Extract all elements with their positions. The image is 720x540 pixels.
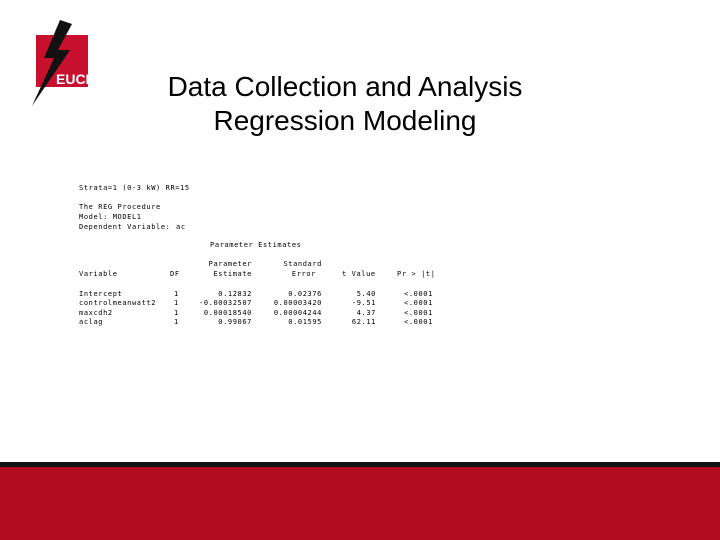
footer-bar [0,467,720,540]
row-p: <.0001 [404,318,433,326]
row-p: <.0001 [404,299,433,307]
row-t: 62.11 [351,318,376,326]
model-line: Model: MODEL1 [79,213,142,221]
row-t: 4.37 [356,309,376,317]
row-variable: controlmeanwatt2 [79,299,157,307]
table-title: Parameter Estimates [210,241,302,249]
dependent-label: Dependent Variable: [79,223,171,231]
row-estimate: 0.99067 [218,318,252,326]
col-variable: Variable [79,270,118,278]
row-df: 1 [174,318,179,326]
strata-line: Strata=1 (0-3 kW) RR=15 [79,184,190,192]
row-variable: Intercept [79,290,123,298]
row-estimate: -0.00032507 [199,299,252,307]
row-variable: aclag [79,318,104,326]
row-error: 0.00003420 [273,299,322,307]
row-estimate: 0.00018540 [203,309,252,317]
col-estimate-2: Estimate [213,270,252,278]
row-error: 0.02376 [288,290,322,298]
col-p-value: Pr > |t| [397,270,436,278]
row-error: 0.00004244 [273,309,322,317]
col-error-2: Error [291,270,316,278]
row-df: 1 [174,290,179,298]
row-variable: maxcdh2 [79,309,113,317]
row-p: <.0001 [404,290,433,298]
logo-text: EUCI [56,71,90,87]
col-estimate-1: Parameter [208,260,252,268]
slide-title [0,70,690,138]
row-t: -9.51 [351,299,376,307]
dependent-value: ac [176,223,186,231]
row-t: 5.40 [356,290,376,298]
row-estimate: 0.12832 [218,290,252,298]
title-line-1: Data Collection and Analysis [167,71,523,102]
row-df: 1 [174,299,179,307]
col-df: DF [170,270,180,278]
procedure-line: The REG Procedure [79,203,161,211]
row-error: 0.01595 [288,318,322,326]
title-line-2: Regression Modeling [213,105,477,136]
row-df: 1 [174,309,179,317]
col-error-1: Standard [283,260,322,268]
row-p: <.0001 [404,309,433,317]
col-t-value: t Value [342,270,376,278]
